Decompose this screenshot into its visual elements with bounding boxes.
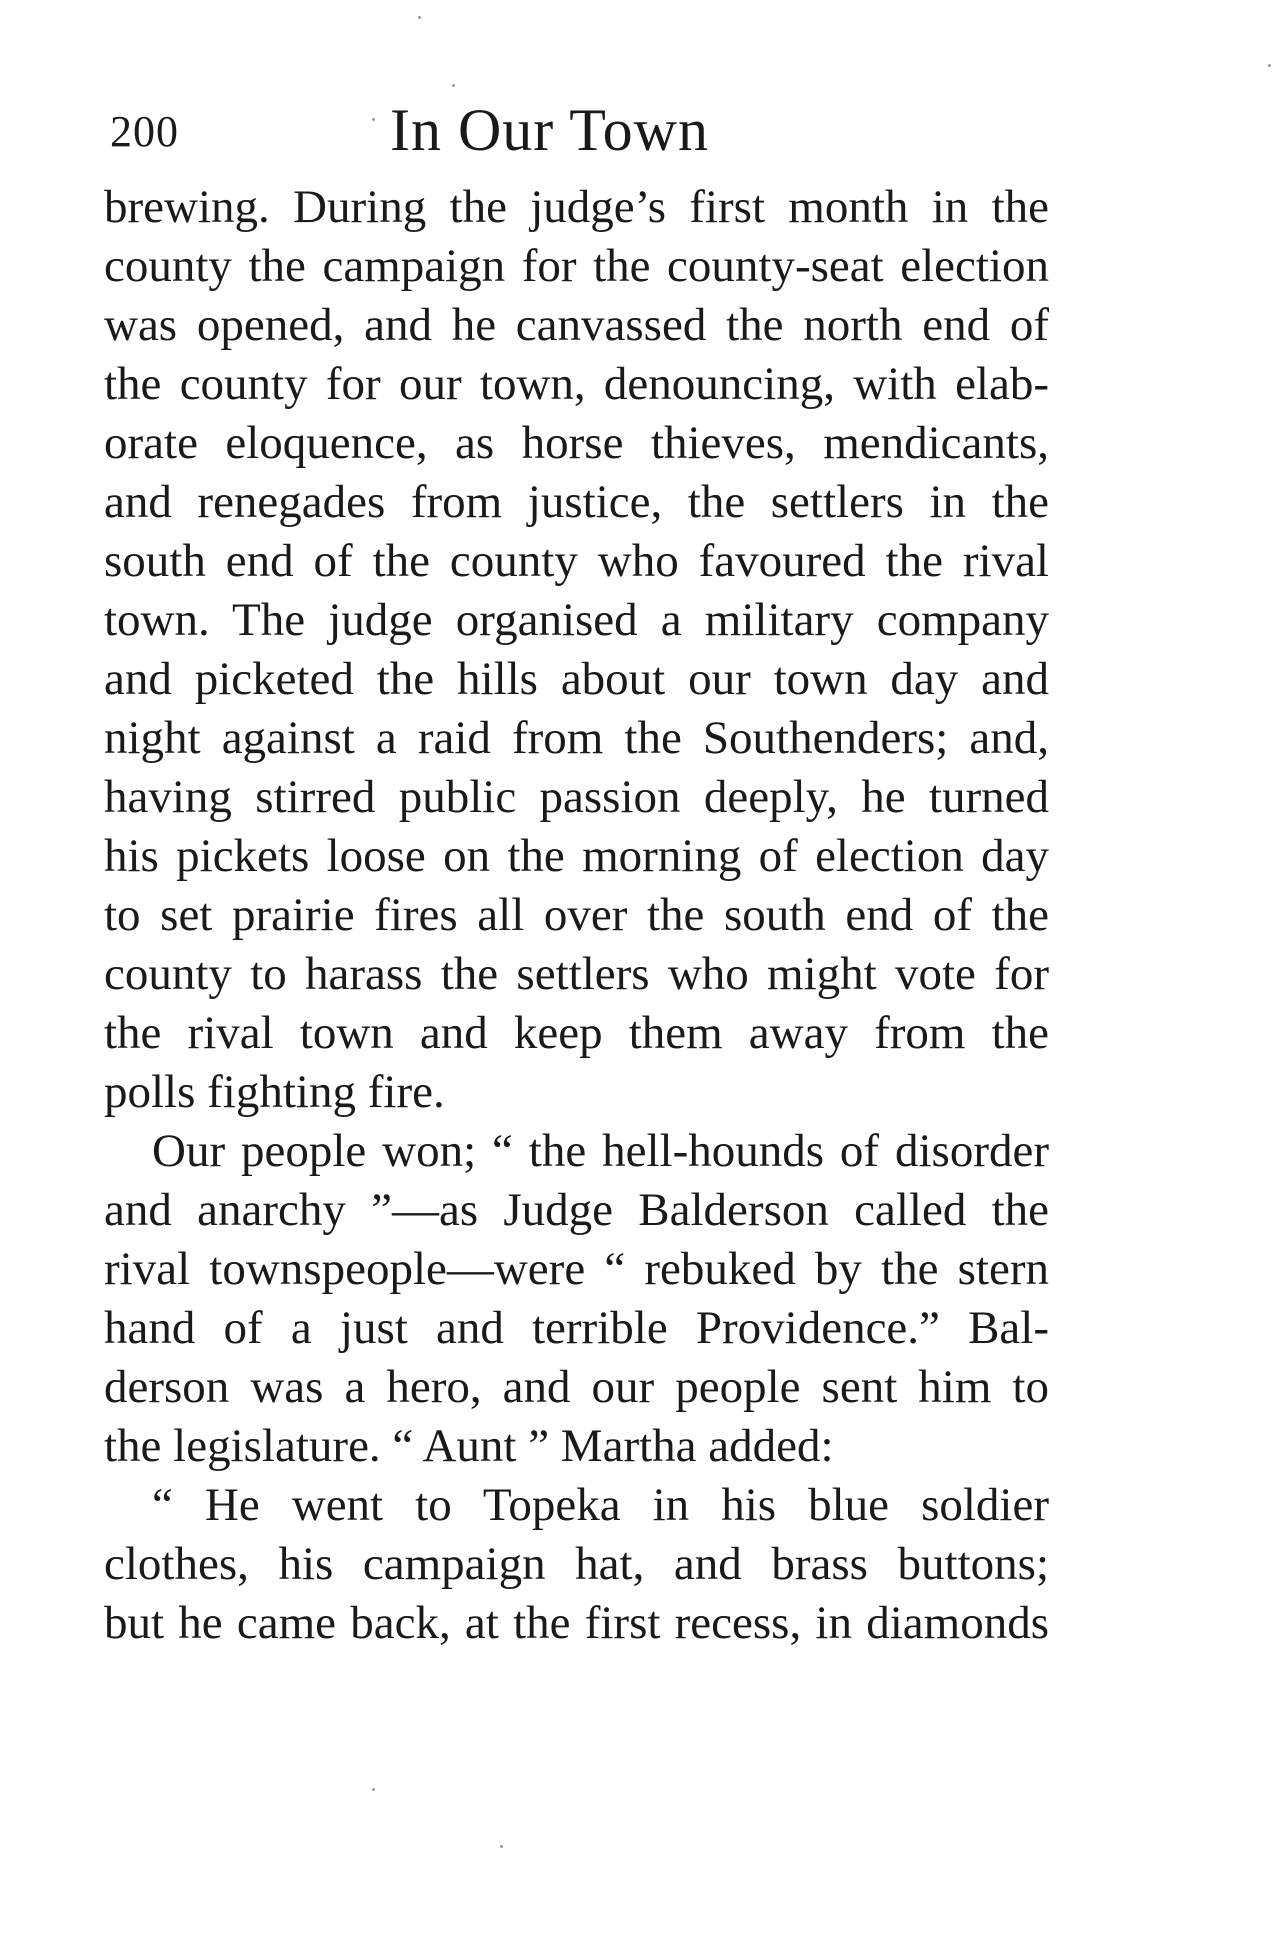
text-line: the rival town and keep them away from the [104,1007,1049,1059]
text-line: brewing. During the judge’s first month in the [104,181,1049,233]
paragraph-first-line: “ He went to Topeka in his blue soldier [152,1479,1049,1531]
paper-speck [1268,64,1271,67]
text-line: and renegades from justice, the settlers in the [104,476,1049,528]
text-line: county to harass the settlers who might vote for [104,948,1049,1000]
text-line: and anarchy ”—as Judge Balderson called the [104,1184,1049,1236]
text-line: town. The judge organised a military company [104,594,1049,646]
paper-speck [500,1845,503,1848]
paragraph-end-line: polls fighting fire. [104,1066,445,1118]
running-title: In Our Town [390,97,709,163]
paragraph-first-line: Our people won; “ the hell-hounds of disorder [152,1125,1049,1177]
text-line: night against a raid from the Southenders; and, [104,712,1049,764]
paper-speck [372,118,375,121]
text-line: rival townspeople—were “ rebuked by the stern [104,1243,1049,1295]
text-line: county the campaign for the county-seat election [104,240,1049,292]
text-line: the county for our town, denouncing, with elab- [104,358,1049,410]
body-text [104,178,1049,1653]
text-line: orate eloquence, as horse thieves, mendicants, [104,417,1049,469]
running-head [110,96,1070,166]
text-line: having stirred public passion deeply, he turned [104,771,1049,823]
page-number: 200 [110,107,179,156]
text-line: was opened, and he canvassed the north end of [104,299,1049,351]
paper-speck [452,84,455,87]
paper-speck [372,1788,375,1791]
text-line: to set prairie fires all over the south end of the [104,889,1049,941]
text-line: derson was a hero, and our people sent him to [104,1361,1049,1413]
text-line: south end of the county who favoured the rival [104,535,1049,587]
text-line: but he came back, at the first recess, in diamonds [104,1597,1049,1649]
text-line: hand of a just and terrible Providence.” Bal- [104,1302,1049,1354]
paragraph-end-line: the legislature. “ Aunt ” Martha added: [104,1420,834,1472]
text-line: and picketed the hills about our town day and [104,653,1049,705]
paper-speck [418,16,421,19]
text-line: his pickets loose on the morning of election day [104,830,1049,882]
text-line: clothes, his campaign hat, and brass buttons; [104,1538,1049,1590]
